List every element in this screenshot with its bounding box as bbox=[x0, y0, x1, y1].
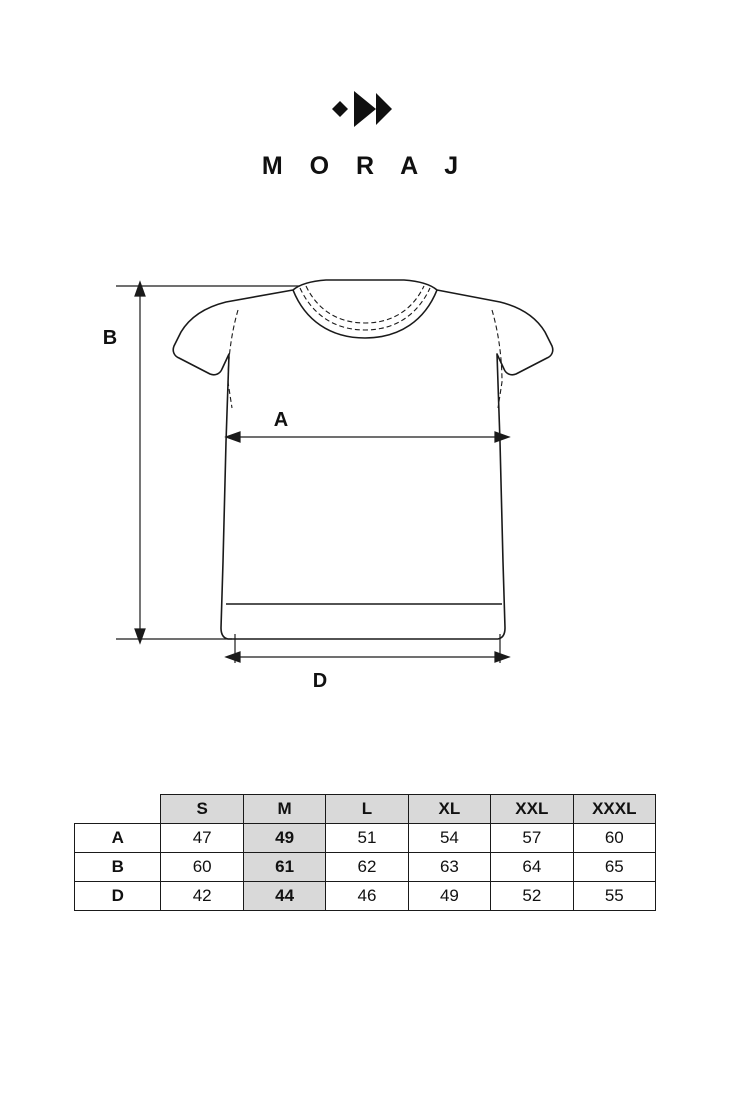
cell-b-xxl: 64 bbox=[491, 853, 573, 882]
row-label-a: A bbox=[75, 824, 161, 853]
cell-a-xl: 54 bbox=[408, 824, 490, 853]
size-table-container bbox=[74, 794, 656, 911]
cell-b-m: 61 bbox=[243, 853, 325, 882]
cell-b-xxxl: 65 bbox=[573, 853, 655, 882]
table-corner-cell bbox=[75, 795, 161, 824]
table-row bbox=[75, 853, 656, 882]
cell-b-s: 60 bbox=[161, 853, 243, 882]
table-row bbox=[75, 824, 656, 853]
table-row bbox=[75, 882, 656, 911]
row-label-b: B bbox=[75, 853, 161, 882]
dimension-label-d: D bbox=[312, 670, 328, 692]
size-table bbox=[74, 794, 656, 911]
cell-d-xxxl: 55 bbox=[573, 882, 655, 911]
dimension-label-a: A bbox=[273, 409, 289, 431]
cell-a-xxl: 57 bbox=[491, 824, 573, 853]
table-header-xl: XL bbox=[408, 795, 490, 824]
cell-a-l: 51 bbox=[326, 824, 408, 853]
cell-b-xl: 63 bbox=[408, 853, 490, 882]
table-header-l: L bbox=[326, 795, 408, 824]
table-header-xxl: XXL bbox=[491, 795, 573, 824]
cell-a-s: 47 bbox=[161, 824, 243, 853]
cell-b-l: 62 bbox=[326, 853, 408, 882]
table-header-row bbox=[75, 795, 656, 824]
cell-d-l: 46 bbox=[326, 882, 408, 911]
tshirt-drawing-svg bbox=[0, 262, 730, 722]
brand-name: M O R A J bbox=[261, 152, 469, 180]
row-label-d: D bbox=[75, 882, 161, 911]
table-header-s: S bbox=[161, 795, 243, 824]
table-header-xxxl: XXXL bbox=[573, 795, 655, 824]
cell-d-s: 42 bbox=[161, 882, 243, 911]
moraj-arrow-logo-icon bbox=[330, 88, 400, 130]
dimension-label-b: B bbox=[102, 327, 118, 349]
brand-block bbox=[0, 88, 730, 181]
cell-d-m: 44 bbox=[243, 882, 325, 911]
tshirt-technical-drawing bbox=[0, 262, 730, 722]
tshirt-outline bbox=[173, 280, 553, 639]
cell-d-xxl: 52 bbox=[491, 882, 573, 911]
table-header-m: M bbox=[243, 795, 325, 824]
cell-d-xl: 49 bbox=[408, 882, 490, 911]
cell-a-xxxl: 60 bbox=[573, 824, 655, 853]
cell-a-m: 49 bbox=[243, 824, 325, 853]
